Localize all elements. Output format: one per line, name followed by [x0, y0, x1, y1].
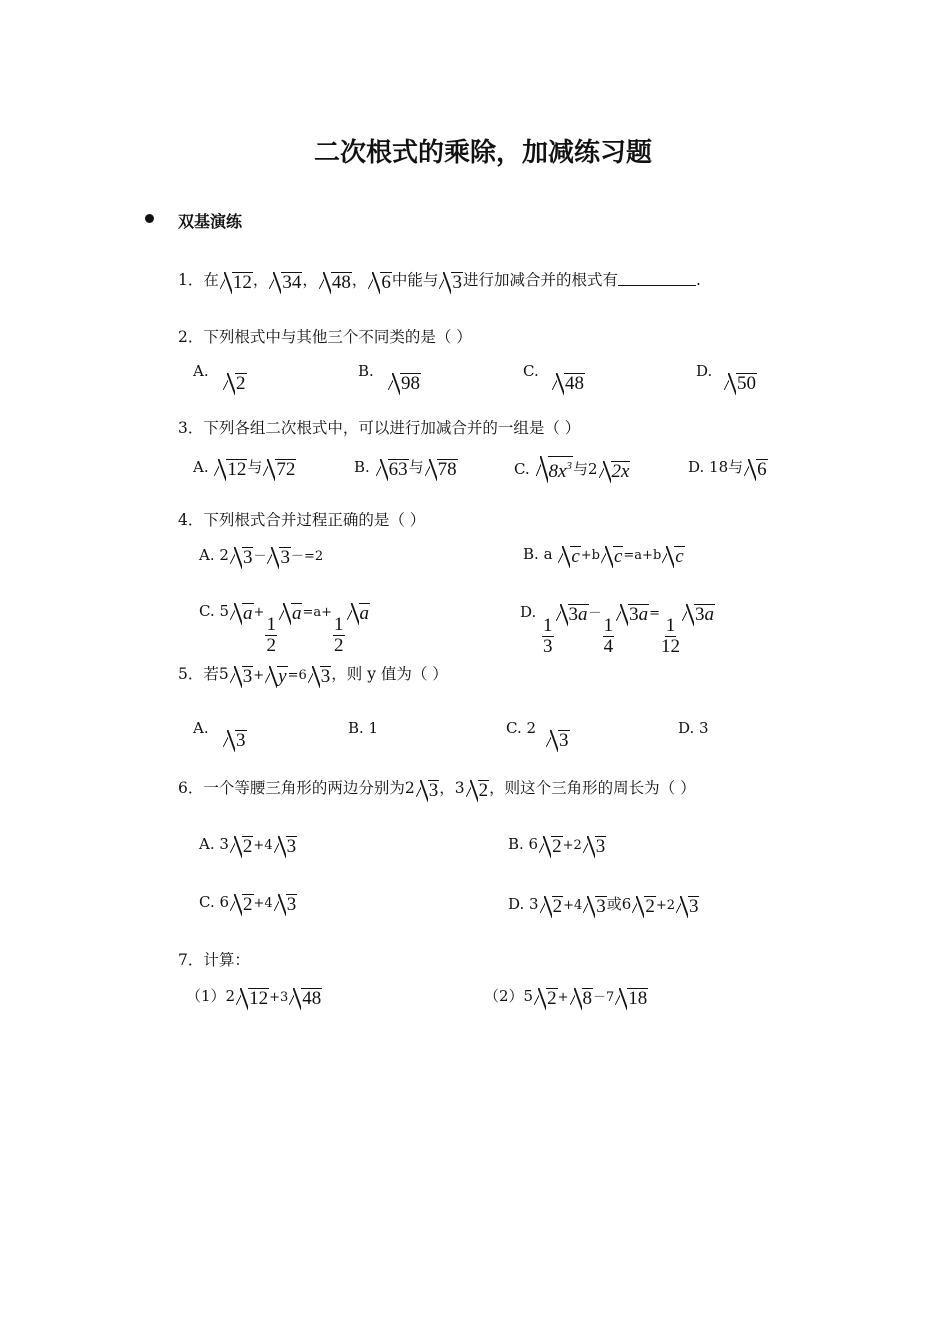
q6-option-c: C. 6 2+4 3: [199, 893, 297, 915]
q5-option-a-radical: 3: [222, 727, 247, 752]
section-heading: 双基演练: [178, 212, 243, 231]
q5-option-c-radical: 3: [545, 727, 570, 752]
answer-blank[interactable]: [618, 285, 696, 286]
q4-option-d: D. $\frac{1}{3}$ 3a－ $\frac{1}{4}$ 3a= $\frac{1}{12}$ 3a: [520, 603, 714, 657]
bullet-icon: [145, 214, 154, 223]
q3-option-a: A. 12与 72: [193, 458, 296, 480]
q6-option-a: A. 3 2+4 3: [199, 835, 297, 857]
question-3: 3．下列各组二次根式中，可以进行加减合并的一组是（ ）: [178, 419, 581, 437]
q5-option-b: B. 1: [348, 719, 379, 737]
q2-option-b-radical: 98: [387, 370, 421, 395]
q4-option-a: A. 2 3－ 3－=2: [199, 546, 324, 568]
q5-option-d: D. 3: [678, 719, 709, 737]
q3-option-d: D. 18与 6: [688, 458, 767, 480]
question-7: 7．计算：: [178, 951, 250, 969]
q7-part-2: （2）5 2+ 8－7 18: [484, 987, 648, 1009]
sqrt: 48: [319, 272, 352, 294]
q6-option-d: D. 3 2+4 3或6 2+2 3: [508, 895, 699, 917]
q4-option-b: B. a c+b c=a+b c: [523, 545, 684, 567]
page-title: 二次根式的乘除，加减练习题: [314, 138, 653, 168]
sqrt: 34: [269, 272, 302, 294]
question-2: 2．下列根式中与其他三个不同类的是（ ）: [178, 328, 472, 346]
q2-option-b: B.: [358, 362, 374, 380]
question-6: 6．一个等腰三角形的两边分别为2 3，3 2，则这个三角形的周长为（ ）: [178, 779, 696, 801]
q2-option-d-radical: 50: [723, 370, 757, 395]
q3-option-b: B. 63与 78: [354, 458, 457, 480]
q3-option-c: C. $8x^3$与2 2x: [514, 456, 630, 483]
q7-part-1: （1）2 12+3 48: [186, 987, 322, 1009]
sqrt: 6: [368, 272, 392, 294]
sqrt: 12: [220, 272, 253, 294]
q2-option-c: C.: [523, 362, 539, 380]
q6-option-b: B. 6 2+2 3: [508, 835, 606, 857]
question-1: 1．在 12， 34， 48， 6中能与 3进行加减合并的根式有 .: [178, 271, 701, 293]
q5-option-c: C. 2: [506, 719, 537, 737]
q2-option-c-radical: 48: [551, 370, 585, 395]
q2-option-d: D.: [696, 362, 713, 380]
q2-option-a: A.: [193, 362, 209, 380]
question-4: 4．下列根式合并过程正确的是（ ）: [178, 511, 426, 529]
q2-option-a-radical: 2: [222, 370, 247, 395]
question-5: 5．若5 3+ y=6 3，则 y 值为（ ）: [178, 665, 448, 687]
q5-option-a: A.: [193, 719, 209, 737]
q4-option-c: C. 5 a+ $\frac{1}{2}$ a=a+ $\frac{1}{2}$ a: [199, 602, 369, 656]
sqrt: 3: [439, 272, 463, 294]
